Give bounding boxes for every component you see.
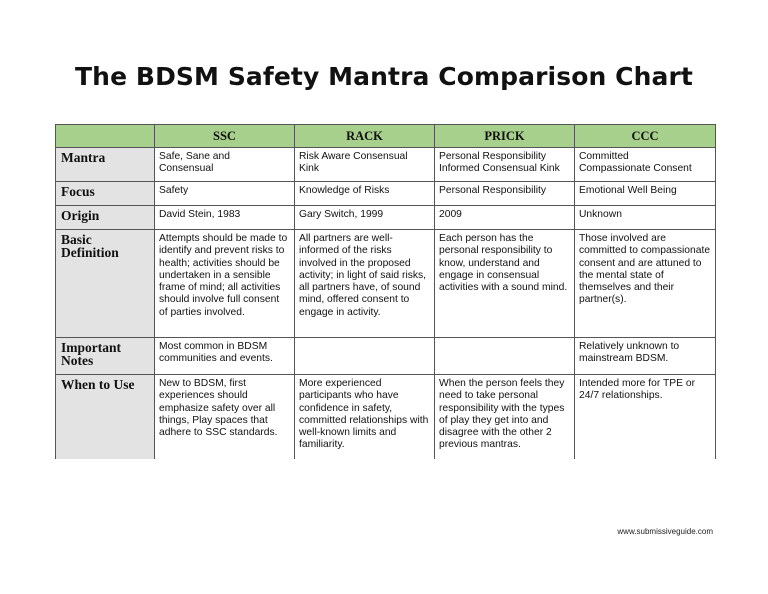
- table-cell: Relatively unknown to mainstream BDSM.: [575, 338, 716, 375]
- column-header-ssc: SSC: [155, 125, 295, 148]
- table-cell: More experienced participants who have confidence in safety, committed relationships with well-known limits and familiarity.: [295, 375, 435, 459]
- column-header-ccc: CCC: [575, 125, 716, 148]
- row-header-mantra: Mantra: [56, 148, 155, 182]
- table-cell: Knowledge of Risks: [295, 182, 435, 206]
- table-cell: [435, 338, 575, 375]
- table-cell: Emotional Well Being: [575, 182, 716, 206]
- table-row-important-notes: [56, 338, 716, 375]
- table-cell: Unknown: [575, 206, 716, 230]
- table-cell: David Stein, 1983: [155, 206, 295, 230]
- table-cell: Committed Compassionate Consent: [575, 148, 716, 182]
- table-cell: New to BDSM, first experiences should emphasize safety over all things, Play spaces that adhere to SSC standards.: [155, 375, 295, 459]
- table-cell: Intended more for TPE or 24/7 relationships.: [575, 375, 716, 459]
- comparison-table: [55, 124, 716, 459]
- row-header-important-notes: Important Notes: [56, 338, 155, 375]
- row-header-when-to-use: When to Use: [56, 375, 155, 459]
- table-cell: [295, 338, 435, 375]
- page-title: The BDSM Safety Mantra Comparison Chart: [75, 62, 693, 91]
- row-header-basic-definition: Basic Definition: [56, 230, 155, 338]
- table-row-origin: [56, 206, 716, 230]
- table-cell: Safety: [155, 182, 295, 206]
- table-cell: When the person feels they need to take personal responsibility with the types of play they get into and disagree with the other 2 previous mantras.: [435, 375, 575, 459]
- table-cell: Gary Switch, 1999: [295, 206, 435, 230]
- table-cell: Personal Responsibility: [435, 182, 575, 206]
- table-cell: Each person has the personal responsibility to know, understand and engage in consensual activities with a sound mind.: [435, 230, 575, 338]
- table-cell: Those involved are committed to compassionate consent and are attuned to the mental state of themselves and their partner(s).: [575, 230, 716, 338]
- table-cell: Most common in BDSM communities and events.: [155, 338, 295, 375]
- table-cell: Attempts should be made to identify and prevent risks to health; activities should be undertaken in a sensible frame of mind; all activities should involve full consent of parties involved.: [155, 230, 295, 338]
- column-header-prick: PRICK: [435, 125, 575, 148]
- footer-url: www.submissiveguide.com: [617, 527, 713, 536]
- header-corner: [56, 125, 155, 148]
- table-row-focus: [56, 182, 716, 206]
- column-header-rack: RACK: [295, 125, 435, 148]
- table-row-mantra: [56, 148, 716, 182]
- table-cell: Safe, Sane and Consensual: [155, 148, 295, 182]
- table-row-when-to-use: [56, 375, 716, 459]
- table-cell: All partners are well-informed of the risks involved in the proposed activity; in light of said risks, all partners have, of sound mind, offered consent to engage in activity.: [295, 230, 435, 338]
- table-row-basic-definition: [56, 230, 716, 338]
- table-cell: Personal Responsibility Informed Consensual Kink: [435, 148, 575, 182]
- row-header-focus: Focus: [56, 182, 155, 206]
- row-header-origin: Origin: [56, 206, 155, 230]
- table-header-row: [56, 125, 716, 148]
- table-cell: Risk Aware Consensual Kink: [295, 148, 435, 182]
- table-cell: 2009: [435, 206, 575, 230]
